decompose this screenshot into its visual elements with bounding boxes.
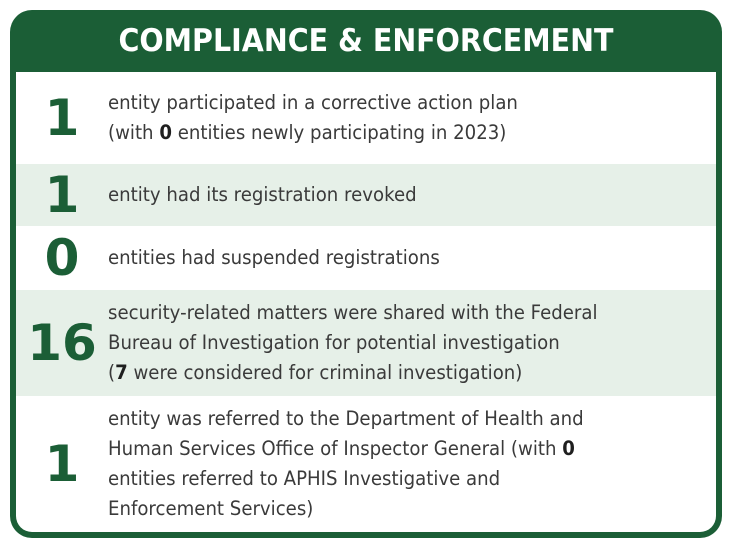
stat-row-registration-revoked (16, 164, 716, 226)
stat-number: 0 (44, 229, 80, 287)
stat-description (108, 243, 673, 273)
stat-text-part: ( (108, 361, 116, 384)
stat-text-line: entity was referred to the Department of Health and (108, 407, 584, 430)
stat-text-line (108, 358, 660, 388)
stat-row-corrective-action (16, 72, 716, 164)
stat-description (108, 298, 673, 388)
stat-text-line (108, 434, 660, 464)
stat-inline-number: 0 (159, 121, 172, 144)
stat-text-part: entities newly participating in 2023) (171, 121, 507, 144)
stats-list (16, 72, 716, 532)
stat-text-line (108, 118, 660, 148)
stat-text-line: entities referred to APHIS Investigative and (108, 467, 501, 490)
stat-text-line: security-related matters were shared with the Federal (108, 301, 598, 324)
stat-row-oig-referral (16, 396, 716, 532)
card-title: COMPLIANCE & ENFORCEMENT (118, 23, 614, 59)
compliance-enforcement-card (10, 10, 722, 538)
stat-text-part: were considered for criminal investigation) (127, 361, 523, 384)
stat-text-line: entity had its registration revoked (108, 183, 417, 206)
stat-number: 1 (44, 89, 80, 147)
stat-row-fbi-referrals (16, 290, 716, 396)
stat-number: 1 (44, 166, 80, 224)
stat-inline-number: 0 (562, 437, 575, 460)
stat-text-part: Human Services Office of Inspector General (with (108, 437, 563, 460)
stat-description (108, 404, 673, 524)
stat-text-line: entities had suspended registrations (108, 246, 440, 269)
stat-text-line: Bureau of Investigation for potential investigation (108, 331, 560, 354)
stat-text-line: Enforcement Services) (108, 497, 314, 520)
stat-row-suspended-registrations (16, 226, 716, 290)
stat-description (108, 180, 673, 210)
stat-number: 16 (27, 314, 97, 372)
stat-text-part: (with (108, 121, 160, 144)
stat-description (108, 88, 673, 148)
stat-inline-number: 7 (115, 361, 128, 384)
stat-text-line: entity participated in a corrective action plan (108, 91, 518, 114)
stat-number: 1 (44, 435, 80, 493)
